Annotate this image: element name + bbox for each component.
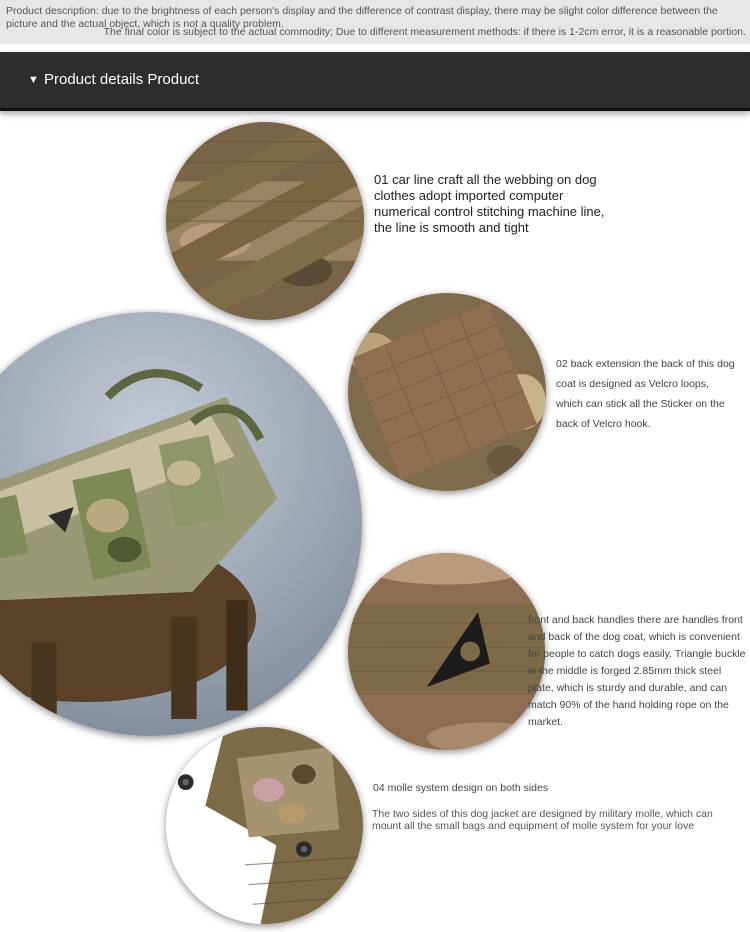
webbing-closeup-photo	[166, 122, 364, 320]
velcro-back-photo	[348, 293, 546, 491]
triangle-down-icon: ▼	[28, 74, 39, 86]
handle-buckle-photo	[348, 553, 545, 750]
dog-vest-photo	[0, 312, 362, 736]
feature-02-text: 02 back extension the back of this dog coat is designed as Velcro loops, which can stick all the Sticker on the back of Velcro hook.	[556, 358, 735, 430]
disclaimer-banner	[0, 0, 750, 44]
section-header	[0, 52, 750, 111]
feature-01-text: 01 car line craft all the webbing on dog clothes adopt imported computer numerical control stitching machine line, the line is smooth and tight	[374, 172, 605, 235]
disclaimer-line-2: The final color is subject to the actual commodity; Due to different measurement methods: if there is 1-2cm error, it is a reasonable portion.	[103, 26, 746, 38]
disclaimer-line-1: Product description: due to the brightness of each person's display and the difference of contrast display, there may be slight color difference between the picture and the actual object, which is not a quality problem.	[6, 5, 718, 30]
molle-side-photo	[166, 727, 363, 924]
feature-03-text: front and back handles there are handles front and back of the dog coat, which is convenient for people to catch dogs easily. Triangle buckle in the middle is forged 2.85mm thick steel plate, which is sturdy and durable, and can match 90% of the hand holding rope on the market.	[528, 614, 746, 728]
feature-04-text: The two sides of this dog jacket are designed by military molle, which can mount all the small bags and equipment of molle system for your love	[372, 808, 713, 832]
section-title: Product details Product	[44, 71, 200, 88]
feature-04-heading: 04 molle system design on both sides	[373, 782, 549, 794]
